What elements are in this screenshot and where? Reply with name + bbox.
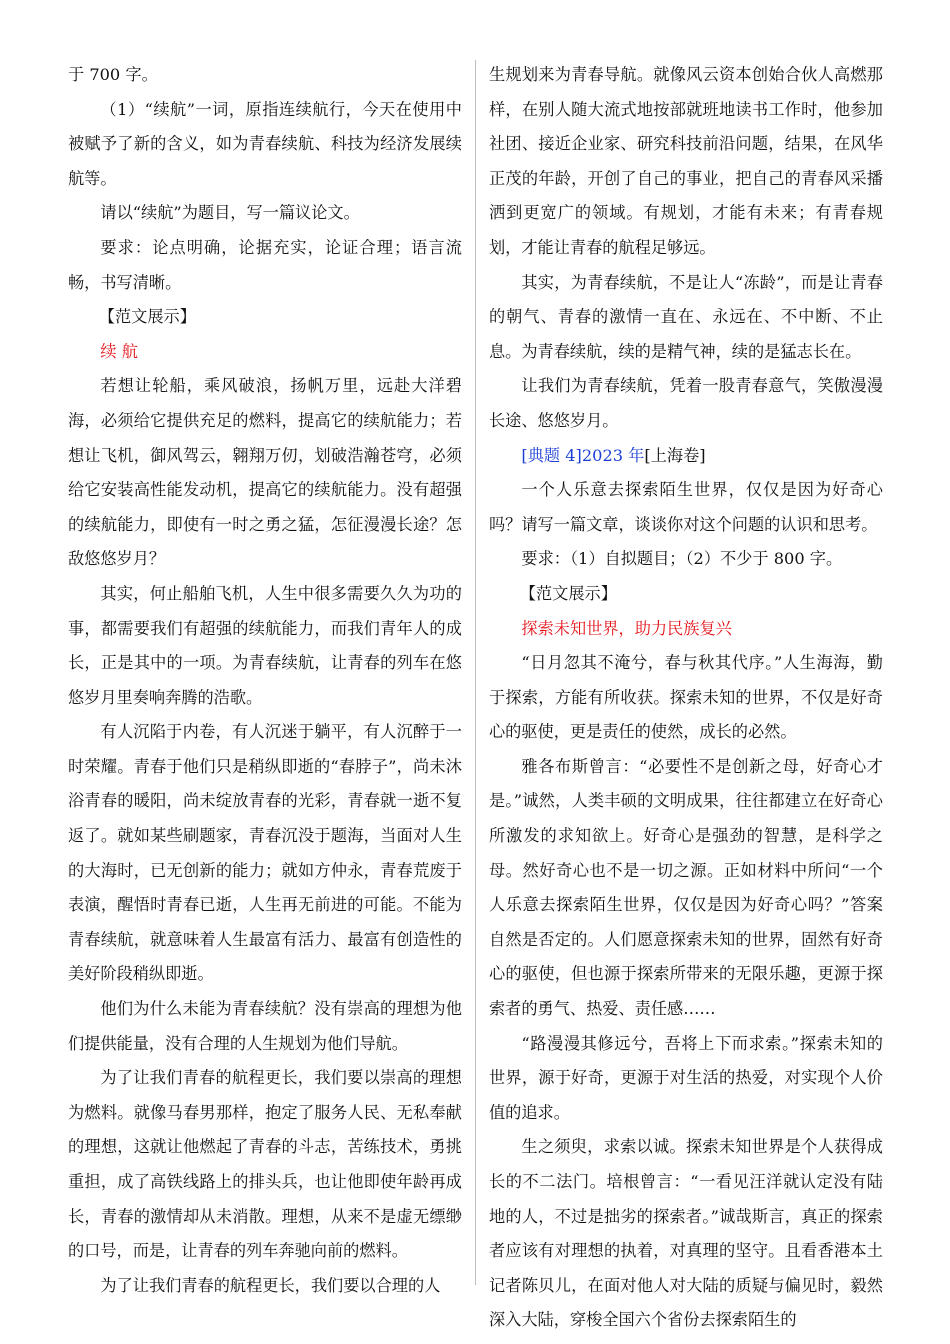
paragraph: 要求：（1）自拟题目；（2）不少于 800 字。 xyxy=(521,549,843,569)
paragraph: 有人沉陷于内卷，有人沉迷于躺平，有人沉醉于一时荣耀。青春于他们只是稍纵即逝的“春脖子”，尚未沐浴青春的暖阳，尚未绽放青春的光彩，青春就一逝不复返了。就如某些刷题家，青春沉没于题海，当面对人生的大海时，已无创新的能力；就如方仲永，青春荒废于表演，醒悟时青春已逝，人生再无前进的可能。不能为青春续航，就意味着人生最富有活力、最富有创造性的美好阶段稍纵即逝。 xyxy=(68,722,462,984)
paragraph: 生之须臾，求索以诚。探索未知世界是个人获得成长的不二法门。培根曾言：“一看见汪洋就认定没有陆地的人，不过是拙劣的探索者。”诚哉斯言，真正的探索者应该有对理想的执着，对真理的坚守。且看香港本土记者陈贝儿，在面对他人对大陆的质疑与偏见时，毅然深入大陆，穿梭全国六个省份去探索陌生的 xyxy=(489,1137,883,1330)
paragraph: 为了让我们青春的航程更长，我们要以合理的人 xyxy=(100,1275,441,1295)
paragraph: “路漫漫其修远兮，吾将上下而求索。”探索未知的世界，源于好奇，更源于对生活的热爱，对实现个人价值的追求。 xyxy=(489,1033,883,1122)
paragraph: 于 700 字。 xyxy=(68,65,158,84)
column-divider xyxy=(475,60,476,1285)
paragraph: 为了让我们青春的航程更长，我们要以崇高的理想为燃料。就像马春男那样，抱定了服务人民、无私奉献的理想，这就让他燃起了青春的斗志，苦练技术，勇挑重担，成了高铁线路上的排头兵，也让他即使年龄再成长，青春的激情却从未消散。理想，从来不是虚无缥缈的口号，而是，让青春的列车奔驰向前的燃料。 xyxy=(68,1068,462,1261)
paragraph: 雅各布斯曾言：“必要性不是创新之母，好奇心才是。”诚然，人类丰硕的文明成果，往往都建立在好奇心所激发的求知欲上。好奇心是强劲的智慧，是科学之母。然好奇心也不是一切之源。正如材料中所问“一个人乐意去探索陌生世界，仅仅是因为好奇心吗？”答案自然是否定的。人们愿意探索未知的世界，固然有好奇心的驱使，但也源于探索所带来的无限乐趣，更源于探索者的勇气、热爱、责任感…… xyxy=(489,756,883,1019)
right-column xyxy=(489,58,883,1338)
paragraph: 若想让轮船，乘风破浪，扬帆万里，远赴大洋碧海，必须给它提供充足的燃料，提高它的续航能力；若想让飞机，御风驾云，翱翔万仞，划破浩瀚苍穹，必须给它安装高性能发动机，提高它的续航能力。没有超强的续航能力，即使有一时之勇之猛，怎征漫漫长途？怎敌悠悠岁月？ xyxy=(68,376,462,569)
problem-source: [上海卷] xyxy=(644,445,706,465)
paragraph: 要求：论点明确，论据充实，论证合理；语言流畅，书写清晰。 xyxy=(68,237,462,292)
left-column xyxy=(68,58,462,1303)
essay-title: 续 航 xyxy=(100,341,138,361)
paragraph: 他们为什么未能为青春续航？没有崇高的理想为他们提供能量，没有合理的人生规划为他们导航。 xyxy=(68,999,462,1053)
section-label: 【范文展示】 xyxy=(519,583,617,603)
section-label: 【范文展示】 xyxy=(98,307,196,327)
essay-title: 探索未知世界，助力民族复兴 xyxy=(521,618,732,638)
paragraph: 一个人乐意去探索陌生世界，仅仅是因为好奇心吗？请写一篇文章，谈谈你对这个问题的认识和思考。 xyxy=(489,480,883,534)
paragraph: （1）“续航”一词，原指连续航行，今天在使用中被赋予了新的含义，如为青春续航、科技为经济发展续航等。 xyxy=(68,99,462,188)
problem-number: [典题 4]2023 年 xyxy=(521,445,645,465)
problem-heading xyxy=(489,439,883,474)
paragraph: 请以“续航”为题目，写一篇议论文。 xyxy=(100,203,360,223)
paragraph: 生规划来为青春导航。就像风云资本创始合伙人高燃那样，在别人随大流式地按部就班地读书工作时，他参加社团、接近企业家、研究科技前沿问题，结果，在风华正茂的年龄，开创了自己的事业，把自己的青春风采播洒到更宽广的领域。有规划，才能有未来；有青春规划，才能让青春的航程足够远。 xyxy=(489,65,883,257)
paragraph: 其实，为青春续航，不是让人“冻龄”，而是让青春的朝气、青春的激情一直在、永远在、不中断、不止息。为青春续航，续的是精气神，续的是猛志长在。 xyxy=(489,272,883,361)
paragraph: 其实，何止船舶飞机，人生中很多需要久久为功的事，都需要我们有超强的续航能力，而我们青年人的成长，正是其中的一项。为青春续航，让青春的列车在悠悠岁月里奏响奔腾的浩歌。 xyxy=(68,583,462,707)
paragraph: “日月忽其不淹兮，春与秋其代序。”人生海海，勤于探索，方能有所收获。探索未知的世界，不仅是好奇心的驱使，更是责任的使然，成长的必然。 xyxy=(489,653,883,742)
paragraph: 让我们为青春续航，凭着一股青春意气，笑傲漫漫长途、悠悠岁月。 xyxy=(489,376,883,430)
